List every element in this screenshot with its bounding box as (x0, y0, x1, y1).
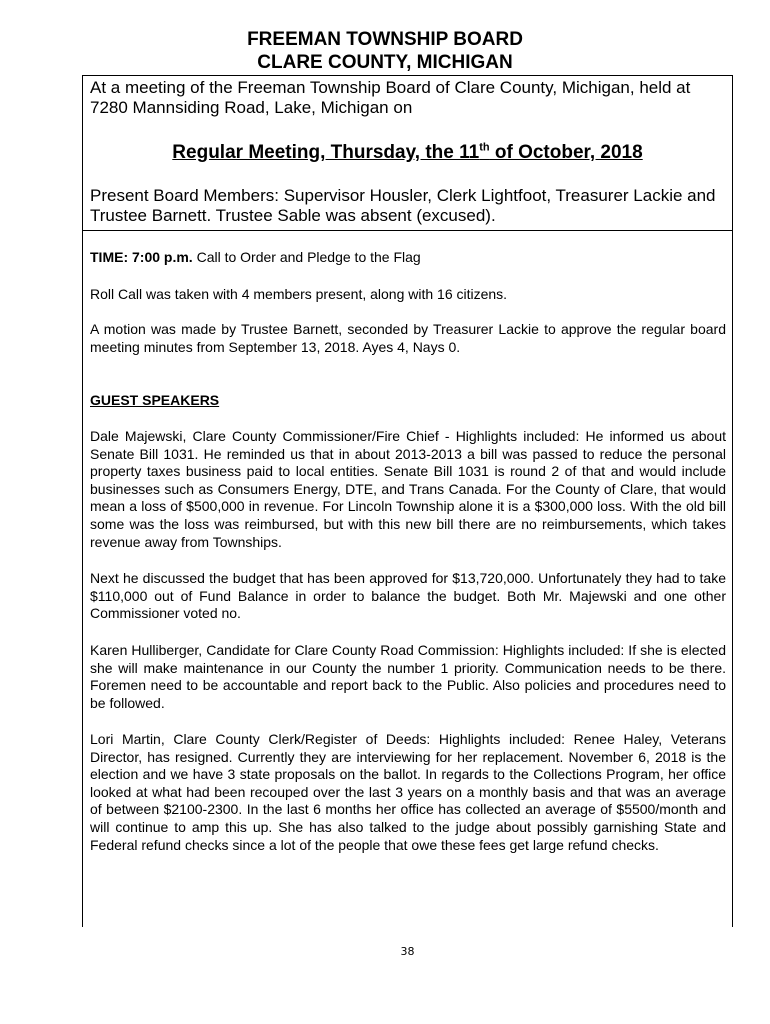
motion-paragraph: A motion was made by Trustee Barnett, seconded by Treasurer Lackie to approve the regular board meeting minutes from September 13, 2018. Ayes 4, Nays 0. (90, 321, 726, 355)
document-subtitle: CLARE COUNTY, MICHIGAN (257, 52, 513, 73)
intro-text: At a meeting of the Freeman Township Board of Clare County, Michigan, held at 7280 Mannsiding Road, Lake, Michigan on (90, 78, 691, 117)
meeting-heading-prefix: Regular Meeting, Thursday, the 11 (172, 142, 480, 163)
speaker-paragraph-budget: Next he discussed the budget that has been approved for $13,720,000. Unfortunately they had to take $110,000 out of Fund Balance in order to balance the budget. Both Mr. Majewski and one other Commissioner voted no. (90, 570, 726, 622)
roll-call: Roll Call was taken with 4 members present, along with 16 citizens. (90, 286, 508, 302)
guest-speakers-heading: GUEST SPEAKERS (90, 392, 220, 408)
speaker-paragraph-karen: Karen Hulliberger, Candidate for Clare County Road Commission: Highlights included: If she is elected she will make maintenance in our County the number 1 priority. Communication needs to be there. Foremen need to be accountable and report back to the Public. Also policies and procedures need to be followed. (90, 642, 726, 711)
speaker-paragraph-lori: Lori Martin, Clare County Clerk/Register of Deeds: Highlights included: Renee Haley, Veterans Director, has resigned. Currently they are interviewing for her replacement. November 6, 2018 is the election and we have 3 state proposals on the ballot. In regards to the Collections Program, her office looked at what had been recouped over the last 3 years on a monthly basis and that was an average of between $2100-2300. In the last 6 months her office has collected an average of $5500/month and will continue to amp this up. She has also talked to the judge about possibly garnishing State and Federal refund checks since a lot of the people that owe these fees get large refund checks. (90, 731, 726, 853)
meeting-heading-suffix: of October, 2018 (489, 142, 643, 163)
page-number: 38 (400, 945, 415, 958)
time-text: Call to Order and Pledge to the Flag (192, 249, 421, 265)
meeting-heading-superscript: th (479, 141, 490, 154)
speaker-paragraph-dale: Dale Majewski, Clare County Commissioner/Fire Chief - Highlights included: He informed us about Senate Bill 1031. He reminded us that in about 2013-2013 a bill was passed to reduce the personal property taxes business paid to local entities. Senate Bill 1031 is round 2 of that and would include businesses such as Consumers Energy, DTE, and Trans Canada. For the County of Clare, that would mean a loss of $500,000 in revenue. For Lincoln Township alone it is a $300,000 loss. With the old bill some was the loss was reimbursed, but with this new bill there are no reimbursements, which takes revenue away from Townships. (90, 428, 726, 550)
time-line (90, 249, 726, 267)
document-title: FREEMAN TOWNSHIP BOARD (247, 29, 523, 50)
meeting-heading (0, 140, 770, 166)
present-members: Present Board Members: Supervisor Housler, Clerk Lightfoot, Treasurer Lackie and Trustee Barnett. Trustee Sable was absent (excused). (90, 186, 716, 225)
time-label: TIME: 7:00 p.m. (90, 249, 193, 265)
header-divider (82, 230, 733, 231)
